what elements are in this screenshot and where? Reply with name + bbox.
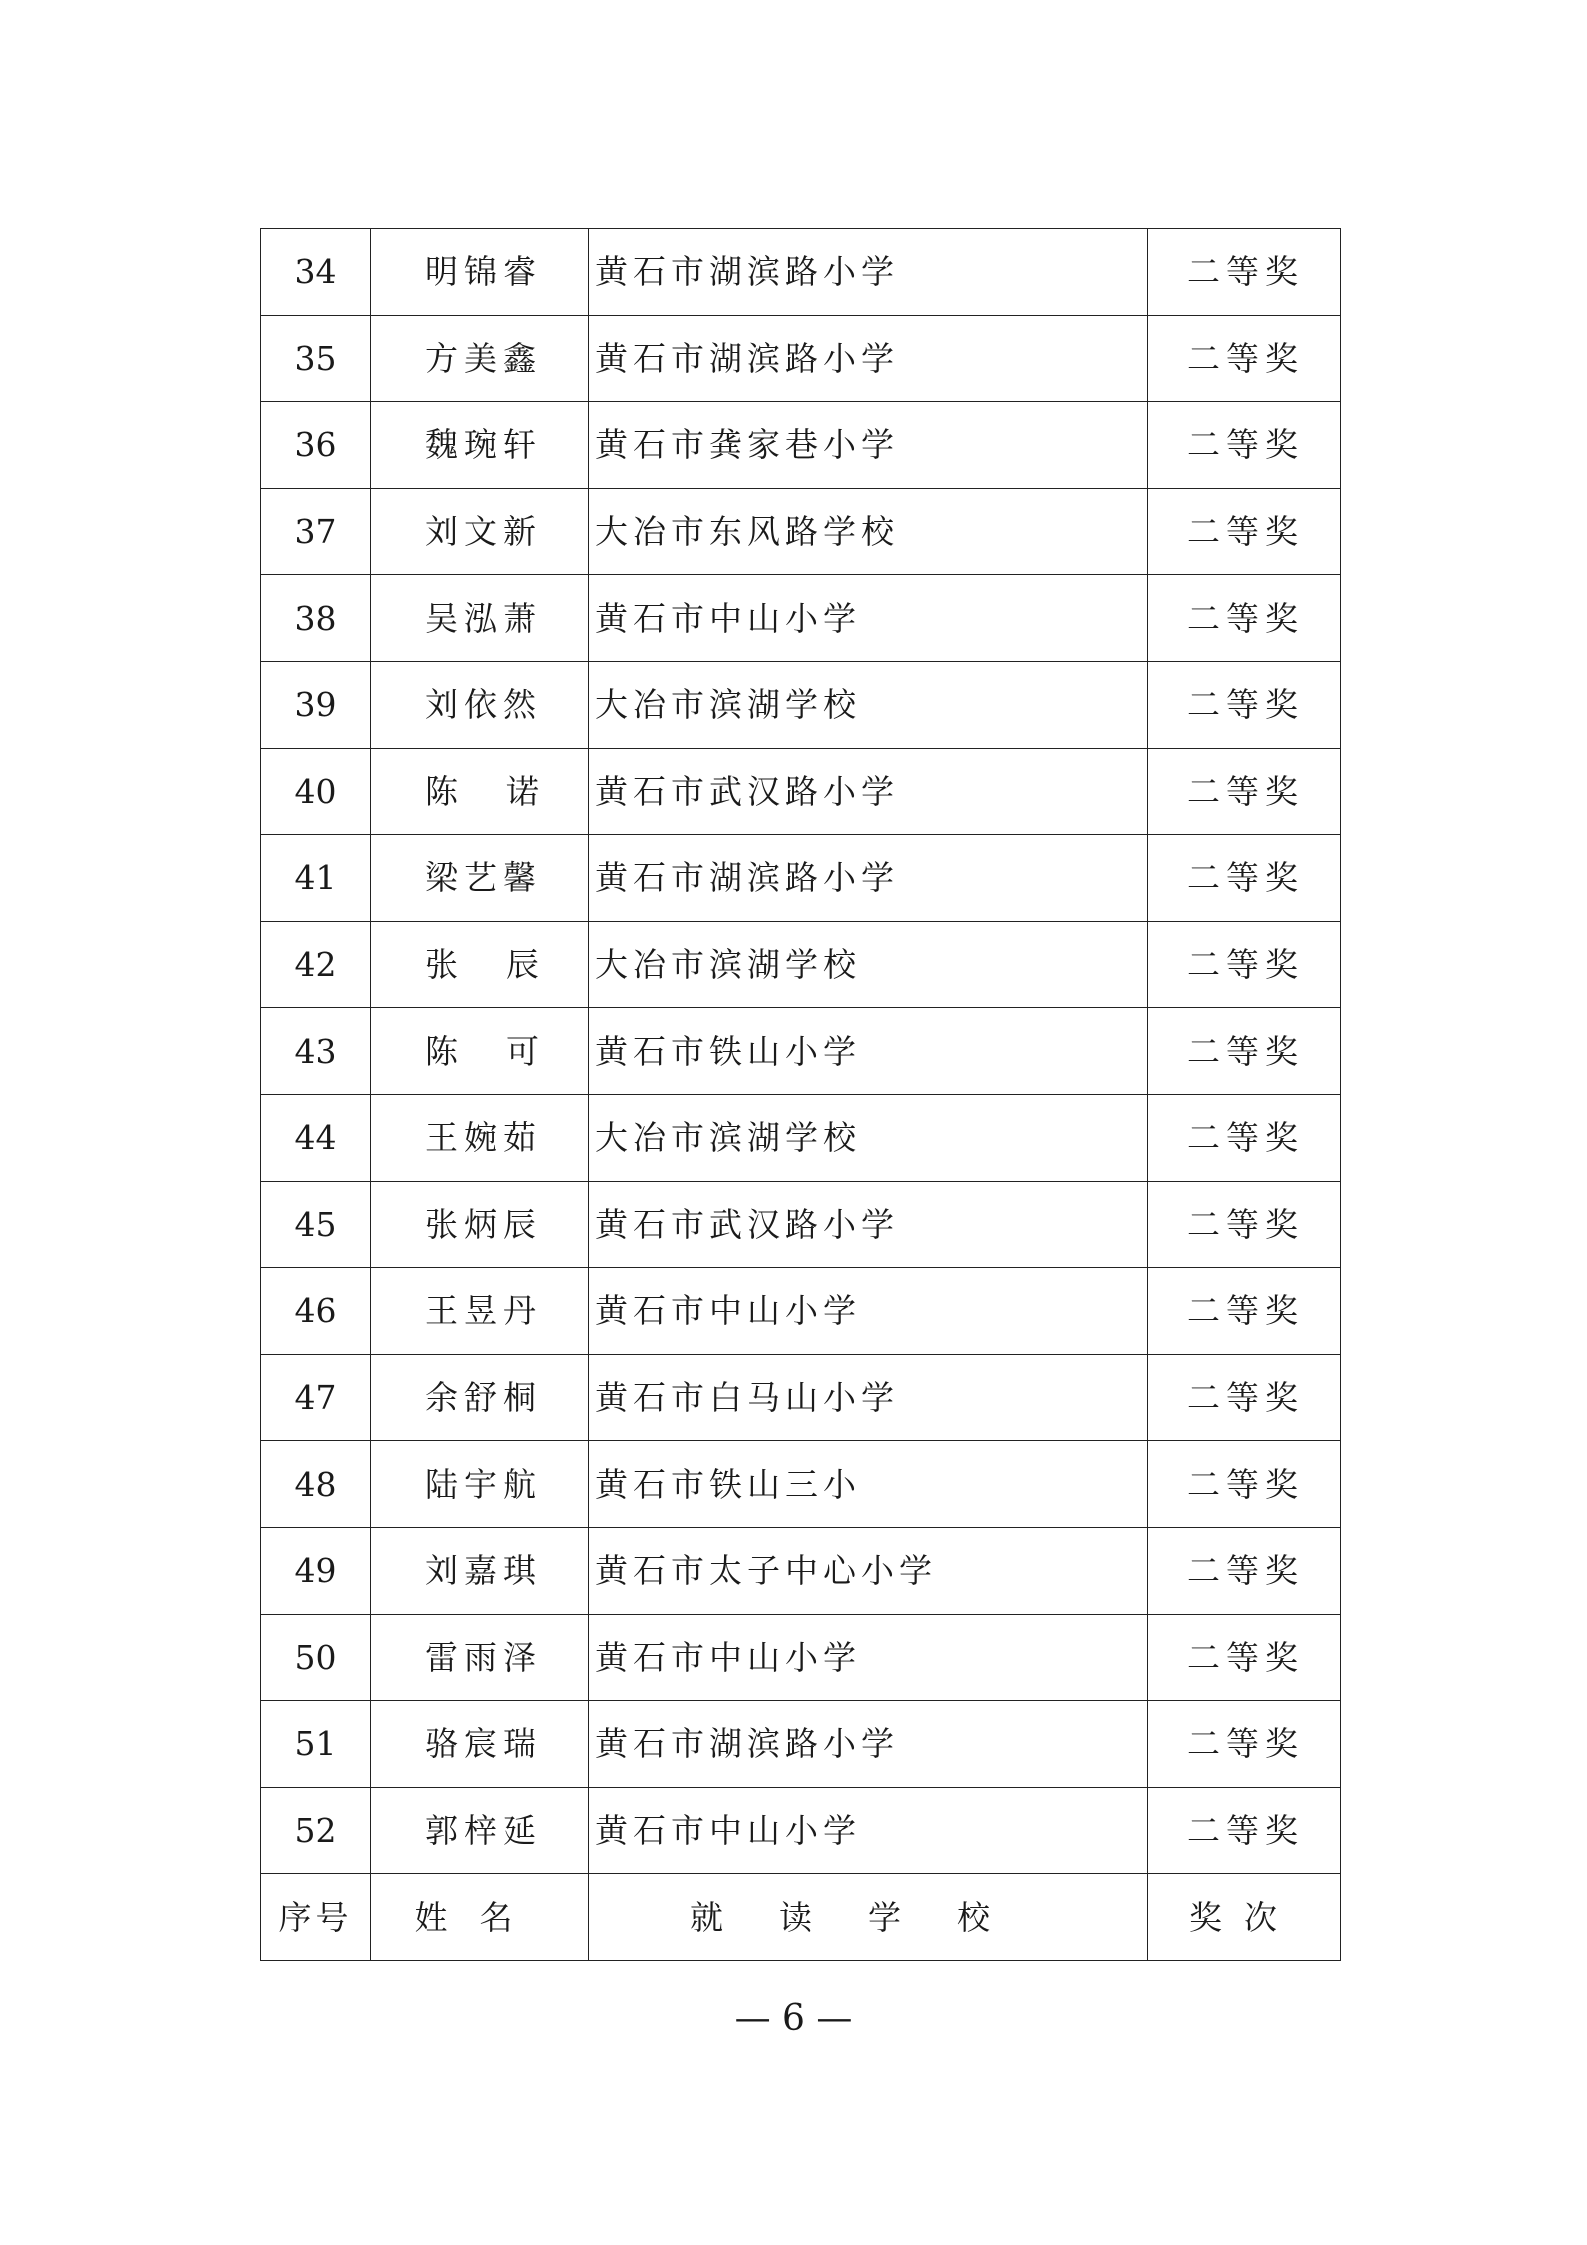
table-row: [261, 835, 1341, 922]
award-level: 二等奖: [1148, 1181, 1341, 1268]
student-name: 王婉茹: [371, 1094, 589, 1181]
school-name: 黄石市湖滨路小学: [589, 229, 1148, 316]
row-number: 39: [261, 661, 371, 748]
school-name: 黄石市武汉路小学: [589, 1181, 1148, 1268]
student-name: 刘依然: [371, 661, 589, 748]
page-number: — 6 —: [734, 1998, 853, 2039]
student-name: 余舒桐: [371, 1354, 589, 1441]
row-number: 38: [261, 575, 371, 662]
row-number: 44: [261, 1094, 371, 1181]
award-level: 二等奖: [1148, 1701, 1341, 1788]
school-name: 黄石市中山小学: [589, 575, 1148, 662]
school-name: 黄石市中山小学: [589, 1614, 1148, 1701]
table-row: [261, 1441, 1341, 1528]
student-name: 刘文新: [371, 488, 589, 575]
award-level: 二等奖: [1148, 835, 1341, 922]
school-name: 黄石市湖滨路小学: [589, 1701, 1148, 1788]
school-name: 黄石市太子中心小学: [589, 1527, 1148, 1614]
student-name: 王昱丹: [371, 1268, 589, 1355]
student-name: 魏琬轩: [371, 402, 589, 489]
table-row: [261, 229, 1341, 316]
table-row: [261, 1354, 1341, 1441]
student-name: 骆宸瑞: [371, 1701, 589, 1788]
student-name: 张炳辰: [371, 1181, 589, 1268]
header-award: 奖次: [1148, 1874, 1341, 1961]
award-level: 二等奖: [1148, 402, 1341, 489]
award-level: 二等奖: [1148, 1441, 1341, 1528]
student-name: 刘嘉琪: [371, 1527, 589, 1614]
school-name: 黄石市中山小学: [589, 1268, 1148, 1355]
school-name: 黄石市湖滨路小学: [589, 315, 1148, 402]
row-number: 40: [261, 748, 371, 835]
school-name: 大冶市滨湖学校: [589, 921, 1148, 1008]
row-number: 49: [261, 1527, 371, 1614]
school-name: 大冶市滨湖学校: [589, 661, 1148, 748]
row-number: 36: [261, 402, 371, 489]
student-name: 吴泓萧: [371, 575, 589, 662]
student-name: 郭梓延: [371, 1787, 589, 1874]
table-row: [261, 1268, 1341, 1355]
award-level: 二等奖: [1148, 1094, 1341, 1181]
row-number: 45: [261, 1181, 371, 1268]
table-row: [261, 402, 1341, 489]
row-number: 43: [261, 1008, 371, 1095]
table-row: [261, 661, 1341, 748]
row-number: 35: [261, 315, 371, 402]
row-number: 47: [261, 1354, 371, 1441]
table-row: [261, 315, 1341, 402]
table-row: [261, 575, 1341, 662]
header-name: 姓名: [371, 1874, 589, 1961]
row-number: 37: [261, 488, 371, 575]
student-name: 雷雨泽: [371, 1614, 589, 1701]
table-row: [261, 1527, 1341, 1614]
row-number: 34: [261, 229, 371, 316]
award-level: 二等奖: [1148, 575, 1341, 662]
row-number: 48: [261, 1441, 371, 1528]
student-name: 陈诺: [371, 748, 589, 835]
header-number: 序号: [261, 1874, 371, 1961]
award-level: 二等奖: [1148, 1354, 1341, 1441]
award-level: 二等奖: [1148, 1268, 1341, 1355]
table-body: [261, 229, 1341, 1961]
student-name: 明锦睿: [371, 229, 589, 316]
table-row: [261, 1181, 1341, 1268]
row-number: 52: [261, 1787, 371, 1874]
award-level: 二等奖: [1148, 488, 1341, 575]
table-row: [261, 921, 1341, 1008]
school-name: 黄石市中山小学: [589, 1787, 1148, 1874]
award-level: 二等奖: [1148, 1787, 1341, 1874]
school-name: 黄石市白马山小学: [589, 1354, 1148, 1441]
row-number: 51: [261, 1701, 371, 1788]
table-row: [261, 1614, 1341, 1701]
award-level: 二等奖: [1148, 921, 1341, 1008]
student-name: 陆宇航: [371, 1441, 589, 1528]
row-number: 41: [261, 835, 371, 922]
table-row: [261, 748, 1341, 835]
school-name: 黄石市湖滨路小学: [589, 835, 1148, 922]
student-name: 张辰: [371, 921, 589, 1008]
school-name: 黄石市武汉路小学: [589, 748, 1148, 835]
table-row: [261, 1701, 1341, 1788]
row-number: 46: [261, 1268, 371, 1355]
school-name: 大冶市滨湖学校: [589, 1094, 1148, 1181]
table-row: [261, 1008, 1341, 1095]
award-level: 二等奖: [1148, 748, 1341, 835]
table-row: [261, 1787, 1341, 1874]
award-level: 二等奖: [1148, 1008, 1341, 1095]
student-name: 陈可: [371, 1008, 589, 1095]
table-row: [261, 488, 1341, 575]
student-name: 方美鑫: [371, 315, 589, 402]
award-level: 二等奖: [1148, 1527, 1341, 1614]
award-level: 二等奖: [1148, 229, 1341, 316]
student-name: 梁艺馨: [371, 835, 589, 922]
school-name: 黄石市龚家巷小学: [589, 402, 1148, 489]
award-level: 二等奖: [1148, 661, 1341, 748]
award-level: 二等奖: [1148, 1614, 1341, 1701]
school-name: 黄石市铁山小学: [589, 1008, 1148, 1095]
school-name: 大冶市东风路学校: [589, 488, 1148, 575]
school-name: 黄石市铁山三小: [589, 1441, 1148, 1528]
table-row: [261, 1094, 1341, 1181]
row-number: 50: [261, 1614, 371, 1701]
row-number: 42: [261, 921, 371, 1008]
header-school: 就读学校: [589, 1874, 1148, 1961]
award-table: [260, 228, 1341, 1961]
award-level: 二等奖: [1148, 315, 1341, 402]
table-header-row: [261, 1874, 1341, 1961]
